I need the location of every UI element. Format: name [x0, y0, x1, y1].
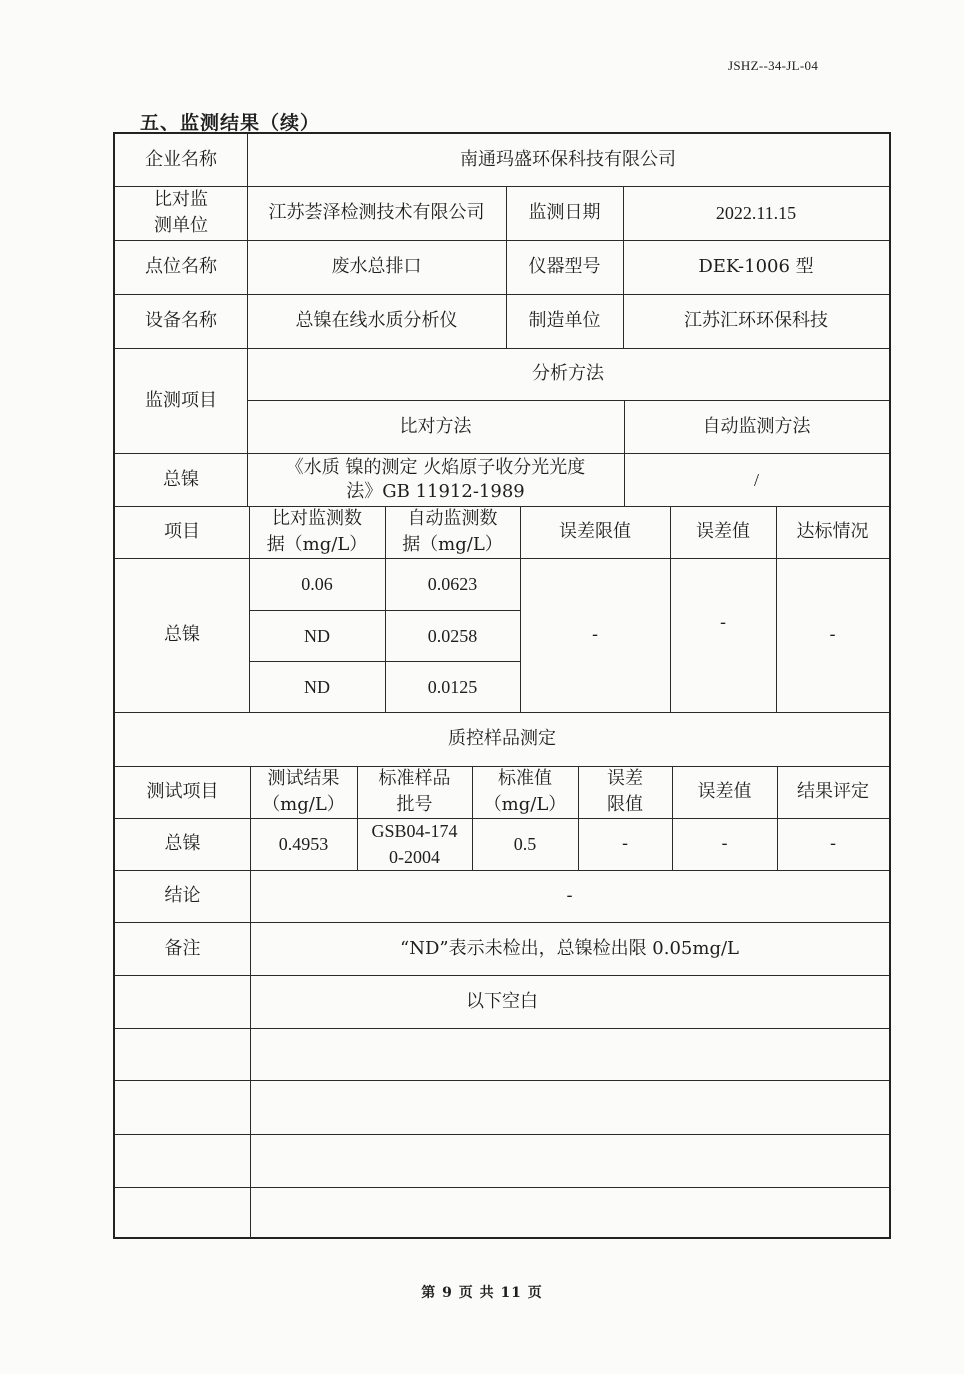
manufacturer-value: 江苏汇环环保科技: [684, 310, 828, 331]
qc-item-header: 测试项目: [146, 781, 219, 802]
compare-method-label: 比对方法: [399, 415, 472, 437]
auto-data-header: 自动监测数 据（mg/L）: [402, 508, 503, 555]
monitoring-item-label: 监测项目: [145, 389, 217, 411]
instrument-model-label: 仪器型号: [528, 256, 601, 277]
error-value-header: 误差值: [696, 521, 750, 542]
remark-value: “ND”表示未检出，总镍检出限 0.05mg/L: [400, 937, 739, 959]
auto-value: 0.0125: [427, 676, 478, 697]
page-number: 第 9 页 共 11 页: [421, 1285, 543, 1301]
qc-result: 0.4953: [278, 834, 329, 854]
point-value: 废水总排口: [331, 256, 422, 277]
qc-item: 总镍: [164, 833, 201, 854]
compare-value: ND: [304, 625, 330, 646]
qc-error-header: 误差值: [697, 781, 752, 802]
point-label: 点位名称: [145, 256, 217, 277]
qc-standard-header: 标准值 （mg/L）: [483, 768, 567, 815]
error-value: -: [719, 612, 727, 633]
error-limit-header: 误差限值: [559, 521, 631, 542]
device-label: 设备名称: [145, 310, 217, 331]
qc-result-header: 测试结果 （mg/L）: [262, 768, 345, 815]
company-label: 企业名称: [145, 149, 217, 170]
qc-title: 质控样品测定: [448, 728, 556, 749]
device-value: 总镍在线水质分析仪: [295, 310, 458, 331]
qc-limit-header: 误差 限值: [607, 768, 643, 815]
compliance-value: -: [829, 624, 836, 645]
qc-batch-header: 标准样品 批号: [378, 768, 451, 815]
compare-item: 总镍: [164, 624, 200, 645]
qc-limit: -: [621, 833, 629, 854]
auto-value: 0.0623: [427, 574, 478, 594]
error-limit-value: -: [591, 624, 599, 645]
manufacturer-label: 制造单位: [528, 310, 601, 331]
monitoring-unit-value: 江苏荟泽检测技术有限公司: [268, 202, 485, 223]
section-title: 五、监测结果（续）: [140, 112, 321, 134]
instrument-model-value: DEK-1006 型: [698, 256, 814, 277]
auto-value: 0.0258: [427, 625, 478, 646]
monitoring-unit-label: 比对监 测单位: [154, 189, 208, 236]
compare-value: 0.06: [301, 574, 333, 594]
company-value: 南通玛盛环保科技有限公司: [460, 149, 676, 170]
qc-standard-value: 0.5: [513, 834, 537, 854]
auto-method-value: /: [753, 469, 759, 490]
qc-batch: GSB04-174 0-2004: [371, 821, 458, 867]
monitoring-date-value: 2022.11.15: [715, 203, 797, 223]
document-code: JSHZ--34-JL-04: [728, 58, 819, 73]
compare-value: ND: [304, 676, 330, 697]
compliance-header: 达标情况: [796, 521, 869, 542]
analysis-method-label: 分析方法: [532, 363, 604, 384]
monitoring-date-label: 监测日期: [528, 202, 601, 223]
compare-method-value: 《水质 镍的测定 火焰原子收分光光度 法》GB 11912-1989: [285, 456, 586, 502]
auto-method-label: 自动监测方法: [702, 415, 811, 437]
conclusion-label: 结论: [164, 885, 201, 906]
qc-error: -: [721, 833, 728, 854]
blank-note: 以下空白: [466, 990, 538, 1012]
remark-label: 备注: [164, 937, 201, 959]
qc-evaluation: -: [829, 833, 837, 854]
method-item: 总镍: [163, 468, 199, 490]
qc-evaluation-header: 结果评定: [797, 781, 869, 802]
compare-item-header: 项目: [164, 521, 200, 542]
conclusion-value: -: [566, 885, 573, 906]
compare-data-header: 比对监测数 据（mg/L）: [266, 508, 368, 555]
